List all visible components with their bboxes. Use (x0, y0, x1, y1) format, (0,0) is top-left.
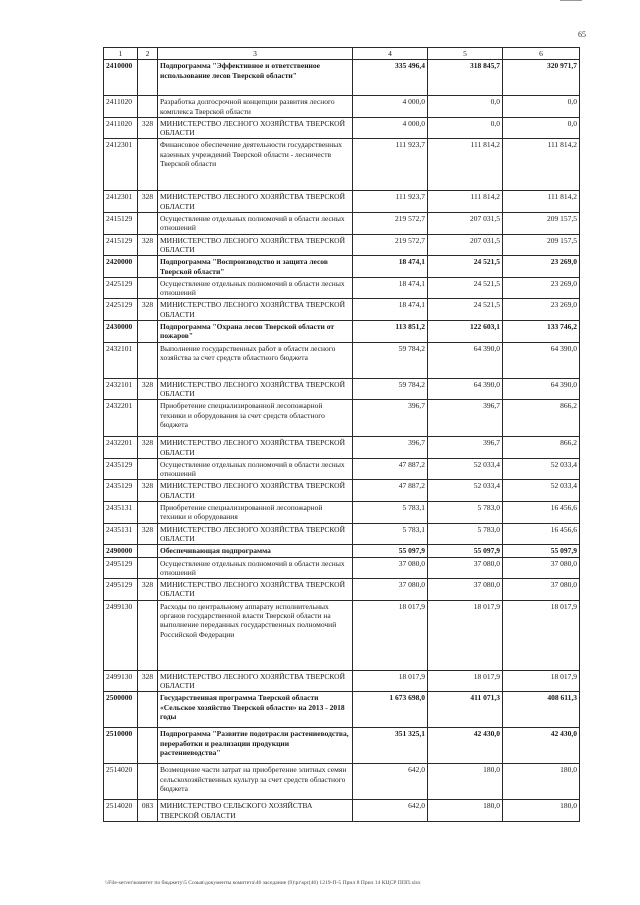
file-path-footer: \\File-server\комитет по бюджету\5 Созыв\документы комитета\46 заседание (9)\pr\spr(46) 1219-П-5 Прил 8 Прил 14 КЦСР ППП.xlsx (105, 880, 421, 886)
value-cell: 0,0 (503, 117, 580, 139)
value-cell: 642,0 (353, 800, 428, 822)
table-row (104, 502, 580, 524)
value-cell: 47 887,2 (353, 480, 428, 502)
value-cell: 18 017,9 (428, 600, 503, 670)
ministry-cell: 328 (138, 299, 158, 321)
value-cell: 408 611,3 (503, 692, 580, 728)
code-cell: 2499130 (104, 670, 138, 692)
name-cell: Подпрограмма "Развитие подотрасли растениеводства, переработки и реализации продукции растениеводства" (158, 728, 353, 764)
name-cell: МИНИСТЕРСТВО ЛЕСНОГО ХОЗЯЙСТВА ТВЕРСКОЙ ОБЛАСТИ (158, 117, 353, 139)
ministry-cell (138, 545, 158, 557)
value-cell: 18 474,1 (353, 299, 428, 321)
name-cell: Приобретение специализированной лесопожарной техники и оборудования за счет средств областного бюджета (158, 400, 353, 437)
code-cell: 2510000 (104, 728, 138, 764)
value-cell: 180,0 (503, 800, 580, 822)
code-cell: 2430000 (104, 321, 138, 343)
table-row (104, 378, 580, 400)
value-cell: 24 521,5 (428, 256, 503, 278)
name-cell: Приобретение специализированной лесопожарной техники и оборудования (158, 502, 353, 524)
value-cell: 111 923,7 (353, 191, 428, 213)
name-cell: Расходы по центральному аппарату исполнительных органов государственной власти Тверской области на выполнение переданных государственных полномочий Российской Федерации (158, 600, 353, 670)
header-cell: 1 (104, 48, 138, 60)
table-row (104, 277, 580, 299)
code-cell: 2410000 (104, 60, 138, 96)
value-cell: 18 017,9 (503, 670, 580, 692)
code-cell: 2499130 (104, 600, 138, 670)
value-cell: 0,0 (428, 96, 503, 118)
code-cell: 2435131 (104, 502, 138, 524)
ministry-cell: 328 (138, 480, 158, 502)
code-cell: 2420000 (104, 256, 138, 278)
table-row (104, 213, 580, 235)
code-cell: 2500000 (104, 692, 138, 728)
top-margin-mark (560, 0, 582, 1)
code-cell: 2411020 (104, 96, 138, 118)
table-header-row (104, 48, 580, 60)
value-cell: 64 390,0 (428, 342, 503, 378)
table-row (104, 96, 580, 118)
page-number: 65 (578, 30, 586, 39)
ministry-cell (138, 256, 158, 278)
value-cell: 335 496,4 (353, 60, 428, 96)
value-cell: 23 269,0 (503, 256, 580, 278)
value-cell: 52 033,4 (428, 480, 503, 502)
value-cell: 180,0 (428, 764, 503, 800)
code-cell: 2432101 (104, 342, 138, 378)
value-cell: 396,7 (353, 400, 428, 437)
name-cell: МИНИСТЕРСТВО ЛЕСНОГО ХОЗЯЙСТВА ТВЕРСКОЙ ОБЛАСТИ (158, 437, 353, 459)
table-row (104, 545, 580, 557)
table-row (104, 299, 580, 321)
ministry-cell: 328 (138, 117, 158, 139)
value-cell: 16 456,6 (503, 502, 580, 524)
name-cell: МИНИСТЕРСТВО ЛЕСНОГО ХОЗЯЙСТВА ТВЕРСКОЙ ОБЛАСТИ (158, 523, 353, 545)
ministry-cell (138, 342, 158, 378)
ministry-cell: 083 (138, 800, 158, 822)
header-cell: 3 (158, 48, 353, 60)
name-cell: Финансовое обеспечение деятельности государственных казенных учреждений Тверской области - лесничеств Тверской области (158, 139, 353, 191)
value-cell: 207 031,5 (428, 234, 503, 256)
value-cell: 64 390,0 (428, 378, 503, 400)
name-cell: Разработка долгосрочной концепции развития лесного комплекса Тверской области (158, 96, 353, 118)
value-cell: 351 325,1 (353, 728, 428, 764)
value-cell: 219 572,7 (353, 213, 428, 235)
ministry-cell (138, 60, 158, 96)
value-cell: 18 017,9 (353, 670, 428, 692)
header-cell: 2 (138, 48, 158, 60)
ministry-cell (138, 458, 158, 480)
table-row (104, 256, 580, 278)
code-cell: 2490000 (104, 545, 138, 557)
code-cell: 2435131 (104, 523, 138, 545)
value-cell: 24 521,5 (428, 277, 503, 299)
table-row (104, 728, 580, 764)
ministry-cell (138, 502, 158, 524)
name-cell: Подпрограмма "Охрана лесов Тверской области от пожаров" (158, 321, 353, 343)
ministry-cell (138, 600, 158, 670)
code-cell: 2495129 (104, 557, 138, 579)
table-row (104, 437, 580, 459)
value-cell: 47 887,2 (353, 458, 428, 480)
value-cell: 396,7 (353, 437, 428, 459)
value-cell: 52 033,4 (503, 458, 580, 480)
header-cell: 5 (428, 48, 503, 60)
table-row (104, 60, 580, 96)
table-row (104, 458, 580, 480)
value-cell: 1 673 698,0 (353, 692, 428, 728)
name-cell: МИНИСТЕРСТВО ЛЕСНОГО ХОЗЯЙСТВА ТВЕРСКОЙ ОБЛАСТИ (158, 480, 353, 502)
ministry-cell (138, 557, 158, 579)
name-cell: МИНИСТЕРСТВО ЛЕСНОГО ХОЗЯЙСТВА ТВЕРСКОЙ ОБЛАСТИ (158, 670, 353, 692)
table-row (104, 191, 580, 213)
value-cell: 18 474,1 (353, 256, 428, 278)
code-cell: 2495129 (104, 579, 138, 601)
ministry-cell (138, 321, 158, 343)
value-cell: 18 017,9 (503, 600, 580, 670)
name-cell: Осуществление отдельных полномочий в области лесных отношений (158, 277, 353, 299)
value-cell: 5 783,0 (428, 502, 503, 524)
value-cell: 18 017,9 (353, 600, 428, 670)
value-cell: 64 390,0 (503, 378, 580, 400)
value-cell: 396,7 (428, 437, 503, 459)
value-cell: 111 814,2 (503, 139, 580, 191)
name-cell: МИНИСТЕРСТВО ЛЕСНОГО ХОЗЯЙСТВА ТВЕРСКОЙ ОБЛАСТИ (158, 191, 353, 213)
header-cell: 4 (353, 48, 428, 60)
value-cell: 0,0 (503, 96, 580, 118)
table-row (104, 579, 580, 601)
code-cell: 2514020 (104, 764, 138, 800)
name-cell: Выполнение государственных работ в области лесного хозяйства за счет средств областного бюджета (158, 342, 353, 378)
value-cell: 4 000,0 (353, 117, 428, 139)
table-row (104, 557, 580, 579)
value-cell: 866,2 (503, 437, 580, 459)
code-cell: 2425129 (104, 299, 138, 321)
budget-table (103, 47, 580, 822)
value-cell: 113 851,2 (353, 321, 428, 343)
name-cell: Обеспечивающая подпрограмма (158, 545, 353, 557)
value-cell: 5 783,1 (353, 523, 428, 545)
table-row (104, 342, 580, 378)
value-cell: 122 603,1 (428, 321, 503, 343)
value-cell: 42 430,0 (503, 728, 580, 764)
value-cell: 37 080,0 (503, 579, 580, 601)
value-cell: 411 071,3 (428, 692, 503, 728)
name-cell: МИНИСТЕРСТВО ЛЕСНОГО ХОЗЯЙСТВА ТВЕРСКОЙ ОБЛАСТИ (158, 234, 353, 256)
table-row (104, 600, 580, 670)
value-cell: 209 157,5 (503, 213, 580, 235)
code-cell: 2435129 (104, 458, 138, 480)
table-row (104, 764, 580, 800)
table-row (104, 480, 580, 502)
ministry-cell (138, 139, 158, 191)
value-cell: 111 814,2 (503, 191, 580, 213)
code-cell: 2415129 (104, 234, 138, 256)
value-cell: 111 814,2 (428, 139, 503, 191)
value-cell: 866,2 (503, 400, 580, 437)
value-cell: 42 430,0 (428, 728, 503, 764)
name-cell: МИНИСТЕРСТВО ЛЕСНОГО ХОЗЯЙСТВА ТВЕРСКОЙ ОБЛАСТИ (158, 579, 353, 601)
table-row (104, 139, 580, 191)
table-row (104, 234, 580, 256)
code-cell: 2425129 (104, 277, 138, 299)
value-cell: 18 017,9 (428, 670, 503, 692)
value-cell: 642,0 (353, 764, 428, 800)
ministry-cell (138, 96, 158, 118)
value-cell: 37 080,0 (428, 557, 503, 579)
table-row (104, 400, 580, 437)
table-row (104, 800, 580, 822)
value-cell: 52 033,4 (503, 480, 580, 502)
value-cell: 5 783,0 (428, 523, 503, 545)
value-cell: 16 456,6 (503, 523, 580, 545)
ministry-cell: 328 (138, 579, 158, 601)
name-cell: Возмещение части затрат на приобретение элитных семян сельскохозяйственных культур за счет средств областного бюджета (158, 764, 353, 800)
ministry-cell (138, 213, 158, 235)
name-cell: Осуществление отдельных полномочий в области лесных отношений (158, 213, 353, 235)
ministry-cell: 328 (138, 437, 158, 459)
ministry-cell: 328 (138, 523, 158, 545)
value-cell: 37 080,0 (428, 579, 503, 601)
ministry-cell (138, 400, 158, 437)
value-cell: 4 000,0 (353, 96, 428, 118)
value-cell: 318 845,7 (428, 60, 503, 96)
table-row (104, 670, 580, 692)
ministry-cell (138, 692, 158, 728)
value-cell: 18 474,1 (353, 277, 428, 299)
table-row (104, 692, 580, 728)
ministry-cell: 328 (138, 378, 158, 400)
value-cell: 0,0 (428, 117, 503, 139)
table-row (104, 117, 580, 139)
ministry-cell: 328 (138, 191, 158, 213)
code-cell: 2412301 (104, 139, 138, 191)
value-cell: 23 269,0 (503, 299, 580, 321)
code-cell: 2432101 (104, 378, 138, 400)
value-cell: 5 783,1 (353, 502, 428, 524)
ministry-cell: 328 (138, 234, 158, 256)
value-cell: 133 746,2 (503, 321, 580, 343)
code-cell: 2432201 (104, 437, 138, 459)
value-cell: 111 923,7 (353, 139, 428, 191)
name-cell: Осуществление отдельных полномочий в области лесных отношений (158, 557, 353, 579)
header-cell: 6 (503, 48, 580, 60)
code-cell: 2415129 (104, 213, 138, 235)
value-cell: 37 080,0 (353, 557, 428, 579)
value-cell: 320 971,7 (503, 60, 580, 96)
value-cell: 23 269,0 (503, 277, 580, 299)
name-cell: Государственная программа Тверской области «Сельское хозяйство Тверской области» на 2013 - 2018 годы (158, 692, 353, 728)
code-cell: 2435129 (104, 480, 138, 502)
value-cell: 55 097,9 (503, 545, 580, 557)
value-cell: 180,0 (428, 800, 503, 822)
value-cell: 207 031,5 (428, 213, 503, 235)
value-cell: 180,0 (503, 764, 580, 800)
value-cell: 55 097,9 (428, 545, 503, 557)
code-cell: 2432201 (104, 400, 138, 437)
ministry-cell (138, 764, 158, 800)
value-cell: 59 784,2 (353, 342, 428, 378)
value-cell: 37 080,0 (503, 557, 580, 579)
value-cell: 64 390,0 (503, 342, 580, 378)
name-cell: Подпрограмма "Воспроизводство и защита лесов Тверской области" (158, 256, 353, 278)
value-cell: 111 814,2 (428, 191, 503, 213)
value-cell: 59 784,2 (353, 378, 428, 400)
value-cell: 24 521,5 (428, 299, 503, 321)
ministry-cell (138, 277, 158, 299)
code-cell: 2412301 (104, 191, 138, 213)
value-cell: 52 033,4 (428, 458, 503, 480)
name-cell: МИНИСТЕРСТВО ЛЕСНОГО ХОЗЯЙСТВА ТВЕРСКОЙ ОБЛАСТИ (158, 378, 353, 400)
code-cell: 2514020 (104, 800, 138, 822)
name-cell: Подпрограмма "Эффективное и ответственное использование лесов Тверской области" (158, 60, 353, 96)
table-row (104, 321, 580, 343)
value-cell: 219 572,7 (353, 234, 428, 256)
code-cell: 2411020 (104, 117, 138, 139)
name-cell: Осуществление отдельных полномочий в области лесных отношений (158, 458, 353, 480)
ministry-cell (138, 728, 158, 764)
name-cell: МИНИСТЕРСТВО ЛЕСНОГО ХОЗЯЙСТВА ТВЕРСКОЙ ОБЛАСТИ (158, 299, 353, 321)
name-cell: МИНИСТЕРСТВО СЕЛЬСКОГО ХОЗЯЙСТВА ТВЕРСКОЙ ОБЛАСТИ (158, 800, 353, 822)
table-row (104, 523, 580, 545)
value-cell: 55 097,9 (353, 545, 428, 557)
ministry-cell: 328 (138, 670, 158, 692)
value-cell: 396,7 (428, 400, 503, 437)
value-cell: 37 080,0 (353, 579, 428, 601)
value-cell: 209 157,5 (503, 234, 580, 256)
